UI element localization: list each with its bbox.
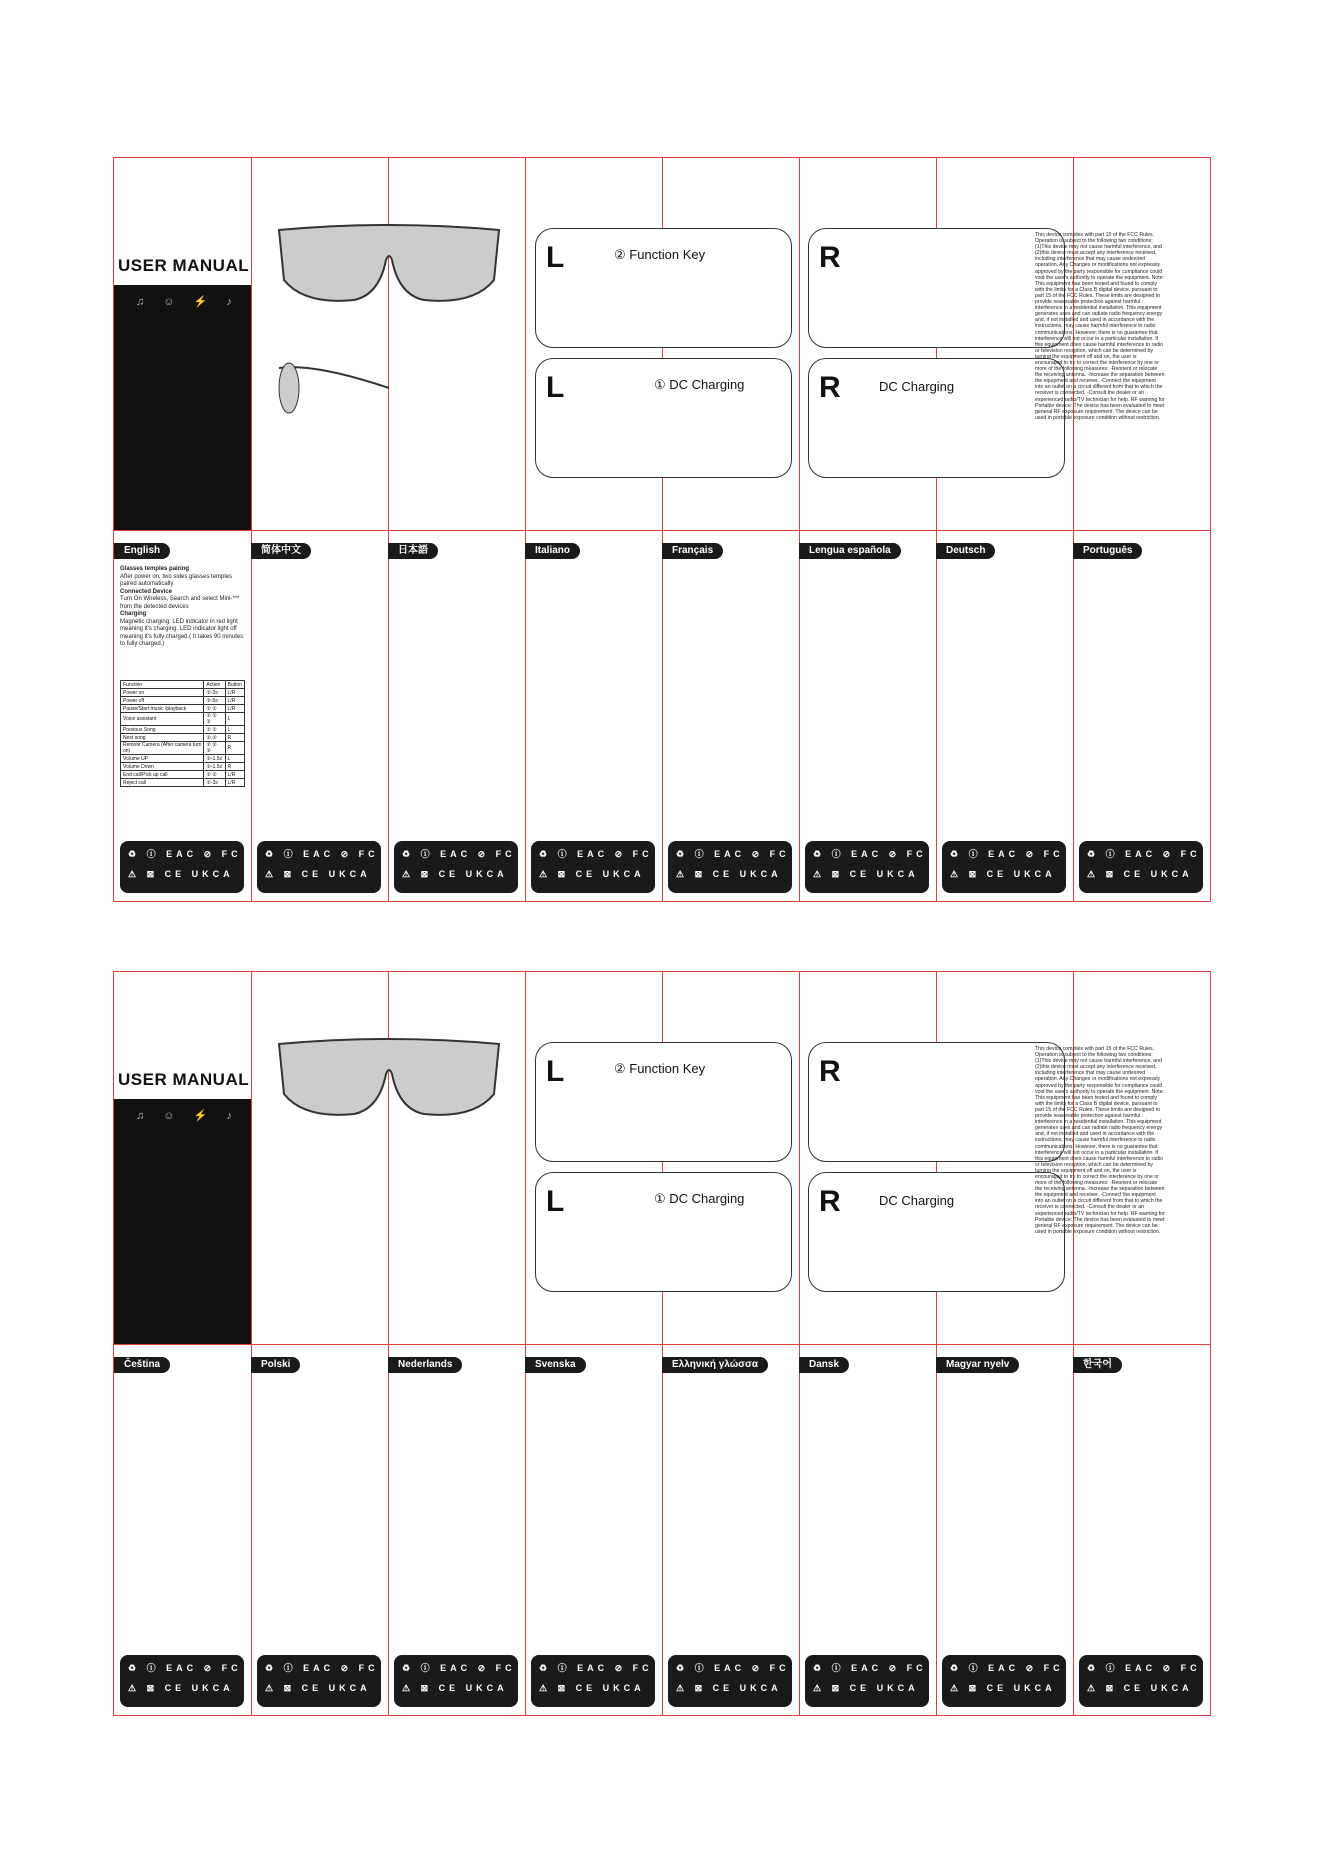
feature-icons: ♫ ☺ ⚡ ♪ (136, 1110, 240, 1122)
manual-title: USER MANUAL (118, 1070, 250, 1089)
cell: Next song (121, 734, 204, 742)
right-temple-panel (808, 228, 1065, 348)
lang-tab-english: English (114, 543, 170, 559)
cell: ②-1.5s (204, 763, 225, 771)
cert-row: ⚠ ⊠ CE UKCA (128, 869, 234, 879)
table-row (121, 705, 245, 713)
cell: Volume UP (121, 755, 204, 763)
function-key-label: ② Function Key (614, 247, 706, 262)
table-header-row (121, 681, 245, 689)
table-row (121, 763, 245, 771)
dc-charging-right-panel (808, 358, 1065, 478)
cell: ②-3s (204, 689, 225, 697)
charging-text: Magnetic charging: LED indicator in red light meaning it's charging. LED indicator light off meaning it's fully charged.( It takes 90 minutes to fully charged.) (120, 618, 244, 647)
certification-marks (257, 1655, 381, 1707)
connected-text: Turn On Wireless, Search and select Mini-*** from the detected devices (120, 596, 240, 610)
left-letter: L (546, 1055, 565, 1088)
lang-tab-polish: Polski (251, 1357, 300, 1373)
english-instructions (120, 566, 245, 649)
cert-row: ♻ ⓘ EAC ⊘ FC (402, 849, 516, 859)
cell: L (225, 755, 244, 763)
cell: ② ② (204, 726, 225, 734)
certification-marks (257, 841, 381, 893)
cert-row: ♻ ⓘ EAC ⊘ FC (265, 1663, 379, 1673)
cert-row: ♻ ⓘ EAC ⊘ FC (539, 849, 653, 859)
cert-row: ♻ ⓘ EAC ⊘ FC (128, 849, 242, 859)
certification-marks (531, 841, 655, 893)
table-row (121, 779, 245, 787)
cert-row: ⚠ ⊠ CE UKCA (813, 1683, 919, 1693)
cert-row: ♻ ⓘ EAC ⊘ FC (265, 849, 379, 859)
cell: Volume Down (121, 763, 204, 771)
fold-line-horizontal (114, 1344, 1210, 1345)
manual-sheet-bottom (113, 971, 1211, 1716)
certification-marks (668, 841, 792, 893)
cert-row: ⚠ ⊠ CE UKCA (128, 1683, 234, 1693)
lang-tab-portuguese: Português (1073, 543, 1142, 559)
right-temple-panel (808, 1042, 1065, 1162)
cert-row: ♻ ⓘ EAC ⊘ FC (676, 1663, 790, 1673)
fold-line-horizontal (114, 530, 1210, 531)
dc-charging-left-panel (535, 358, 792, 478)
cert-row: ⚠ ⊠ CE UKCA (265, 869, 371, 879)
lang-tab-french: Français (662, 543, 723, 559)
cell: R (225, 734, 244, 742)
cell: Pause/Start music /playback (121, 705, 204, 713)
cert-row: ⚠ ⊠ CE UKCA (813, 869, 919, 879)
certification-marks (668, 1655, 792, 1707)
dc-charging-right-panel (808, 1172, 1065, 1292)
lang-tab-german: Deutsch (936, 543, 995, 559)
cert-row: ⚠ ⊠ CE UKCA (539, 869, 645, 879)
cert-row: ♻ ⓘ EAC ⊘ FC (950, 849, 1064, 859)
lang-tab-korean: 한국어 (1073, 1357, 1122, 1373)
table-row (121, 697, 245, 705)
cell: ② ② ② (204, 713, 225, 726)
certification-marks (531, 1655, 655, 1707)
dc-charging-left-panel (535, 1172, 792, 1292)
pairing-text: After power on, two sides glasses temples paired automatically (120, 573, 233, 587)
function-key-label: ② Function Key (614, 1061, 706, 1076)
certification-marks (120, 841, 244, 893)
header-cell: Function (121, 681, 204, 689)
table-row (121, 726, 245, 734)
lang-tab-dutch: Nederlands (388, 1357, 462, 1373)
header-cell: Action (204, 681, 225, 689)
cell: ② ② ② (204, 742, 225, 755)
lang-tab-japanese: 日本語 (388, 543, 438, 559)
cell: ②-5s (204, 697, 225, 705)
lang-tab-czech: Čeština (114, 1357, 170, 1373)
cell: ②-3s (204, 779, 225, 787)
glasses-side-illustration (274, 358, 394, 418)
cell: Voice assistant (121, 713, 204, 726)
table-row (121, 689, 245, 697)
dc-charging-label: DC Charging (879, 379, 955, 394)
lang-tab-swedish: Svenska (525, 1357, 586, 1373)
certification-marks (1079, 1655, 1203, 1707)
left-letter: L (546, 371, 565, 404)
right-letter: R (819, 1055, 841, 1088)
cert-row: ⚠ ⊠ CE UKCA (1087, 1683, 1193, 1693)
cert-row: ⚠ ⊠ CE UKCA (676, 1683, 782, 1693)
cert-row: ♻ ⓘ EAC ⊘ FC (813, 849, 927, 859)
cell: L/R (225, 697, 244, 705)
english-function-table (120, 680, 245, 787)
cert-row: ⚠ ⊠ CE UKCA (1087, 869, 1193, 879)
pairing-heading: Glasses temples pairing (120, 566, 190, 572)
cell: L/R (225, 771, 244, 779)
manual-title: USER MANUAL (118, 256, 250, 275)
feature-icons: ♫ ☺ ⚡ ♪ (136, 296, 240, 308)
cell: ② ② (204, 734, 225, 742)
cover-black-band (114, 285, 251, 530)
right-letter: R (819, 241, 841, 274)
lang-tab-hungarian: Magyar nyelv (936, 1357, 1019, 1373)
lang-tab-greek: Ελληνική γλώσσα (662, 1357, 768, 1373)
table-row (121, 755, 245, 763)
dc-charging-label: DC Charging (879, 1193, 955, 1208)
cert-row: ⚠ ⊠ CE UKCA (402, 1683, 508, 1693)
lang-tab-danish: Dansk (799, 1357, 849, 1373)
cell: ② ② (204, 771, 225, 779)
cell: L (225, 726, 244, 734)
cert-row: ⚠ ⊠ CE UKCA (539, 1683, 645, 1693)
cert-row: ⚠ ⊠ CE UKCA (950, 1683, 1056, 1693)
lang-tab-italian: Italiano (525, 543, 580, 559)
cert-row: ♻ ⓘ EAC ⊘ FC (1087, 849, 1201, 859)
cell: End call/Pick up call (121, 771, 204, 779)
cell: L/R (225, 689, 244, 697)
cert-row: ♻ ⓘ EAC ⊘ FC (1087, 1663, 1201, 1673)
cell: L/R (225, 705, 244, 713)
lang-tab-chinese: 简体中文 (251, 543, 311, 559)
connected-heading: Connected Device (120, 588, 173, 595)
cert-row: ♻ ⓘ EAC ⊘ FC (950, 1663, 1064, 1673)
cell: R (225, 763, 244, 771)
cell: L/R (225, 779, 244, 787)
dc-charging-label: ① DC Charging (654, 1191, 745, 1206)
table-row (121, 742, 245, 755)
certification-marks (805, 1655, 929, 1707)
cell: R (225, 742, 244, 755)
dc-charging-label: ① DC Charging (654, 377, 745, 392)
left-letter: L (546, 241, 565, 274)
cert-row: ⚠ ⊠ CE UKCA (265, 1683, 371, 1693)
lang-tab-spanish: Lengua española (799, 543, 901, 559)
charging-heading: Charging (120, 611, 147, 617)
certification-marks (805, 841, 929, 893)
cell: Previous Song (121, 726, 204, 734)
certification-marks (1079, 841, 1203, 893)
cert-row: ⚠ ⊠ CE UKCA (402, 869, 508, 879)
cell: Reject call (121, 779, 204, 787)
glasses-front-illustration (274, 1034, 504, 1124)
cell: Remote Camera (After camera turn on) (121, 742, 204, 755)
right-letter: R (819, 371, 841, 404)
cert-row: ⚠ ⊠ CE UKCA (950, 869, 1056, 879)
table-row (121, 734, 245, 742)
cert-row: ♻ ⓘ EAC ⊘ FC (402, 1663, 516, 1673)
fcc-statement: This device complies with part 15 of the FCC Rules. Operation is subject to the following two conditions: (1)This device may not cause harmful interference, and (2)this device must accept any interference received, including interference that may cause undesired operation. Any Changes or modifications not expressly approved by the party responsible for compliance could void the user's authority to operate the equipment. Note: This equipment has been tested and found to comply with the limits for a Class B digital device, pursuant to part 15 of the FCC Rules. These limits are designed to provide reasonable protection against harmful interference in a residential installation. This equipment generates uses and can radiate radio frequency energy and, if not installed and used in accordance with the instructions, may cause harmful interference to radio communications. However, there is no guarantee that interference will not occur in a particular installation. If this equipment does cause harmful interference to radio or television reception, which can be determined by turning the equipment off and on, the user is encouraged to try to correct the interference by one or more of the following measures: -Reorient or relocate the receiving antenna. -Increase the separation between the equipment and receiver. -Connect the equipment into an outlet on a circuit different from that to which the receiver is connected. -Consult the dealer or an experienced radio/TV technician for help. RF warning for Portable device: The device has been evaluated to meet general RF exposure requirement. The device can be used in portable exposure condition without restriction. (1035, 232, 1165, 421)
certification-marks (120, 1655, 244, 1707)
function-key-panel (535, 1042, 792, 1162)
cover-black-band (114, 1099, 251, 1344)
cert-row: ♻ ⓘ EAC ⊘ FC (813, 1663, 927, 1673)
cell: Power off (121, 697, 204, 705)
cert-row: ♻ ⓘ EAC ⊘ FC (128, 1663, 242, 1673)
right-letter: R (819, 1185, 841, 1218)
certification-marks (394, 841, 518, 893)
certification-marks (942, 841, 1066, 893)
certification-marks (394, 1655, 518, 1707)
cell: ②-1.5s (204, 755, 225, 763)
cert-row: ♻ ⓘ EAC ⊘ FC (539, 1663, 653, 1673)
fcc-statement: This device complies with part 15 of the FCC Rules. Operation is subject to the following two conditions: (1)This device may not cause harmful interference, and (2)this device must accept any interference received, including interference that may cause undesired operation. Any Changes or modifications not expressly approved by the party responsible for compliance could void the user's authority to operate the equipment. Note: This equipment has been tested and found to comply with the limits for a Class B digital device, pursuant to part 15 of the FCC Rules. These limits are designed to provide reasonable protection against harmful interference in a residential installation. This equipment generates uses and can radiate radio frequency energy and, if not installed and used in accordance with the instructions, may cause harmful interference to radio communications. However, there is no guarantee that interference will not occur in a particular installation. If this equipment does cause harmful interference to radio or television reception, which can be determined by turning the equipment off and on, the user is encouraged to try to correct the interference by one or more of the following measures: -Reorient or relocate the receiving antenna. -Increase the separation between the equipment and receiver. -Connect the equipment into an outlet on a circuit different from that to which the receiver is connected. -Consult the dealer or an experienced radio/TV technician for help. RF warning for Portable device: The device has been evaluated to meet general RF exposure requirement. The device can be used in portable exposure condition without restriction. (1035, 1046, 1165, 1235)
cell: Power on (121, 689, 204, 697)
glasses-front-illustration (274, 220, 504, 310)
table-row (121, 771, 245, 779)
cell: ② ② (204, 705, 225, 713)
function-key-panel (535, 228, 792, 348)
cert-row: ⚠ ⊠ CE UKCA (676, 869, 782, 879)
cell: L (225, 713, 244, 726)
certification-marks (942, 1655, 1066, 1707)
cert-row: ♻ ⓘ EAC ⊘ FC (676, 849, 790, 859)
table-row (121, 713, 245, 726)
header-cell: Button (225, 681, 244, 689)
manual-sheet-top (113, 157, 1211, 902)
left-letter: L (546, 1185, 565, 1218)
